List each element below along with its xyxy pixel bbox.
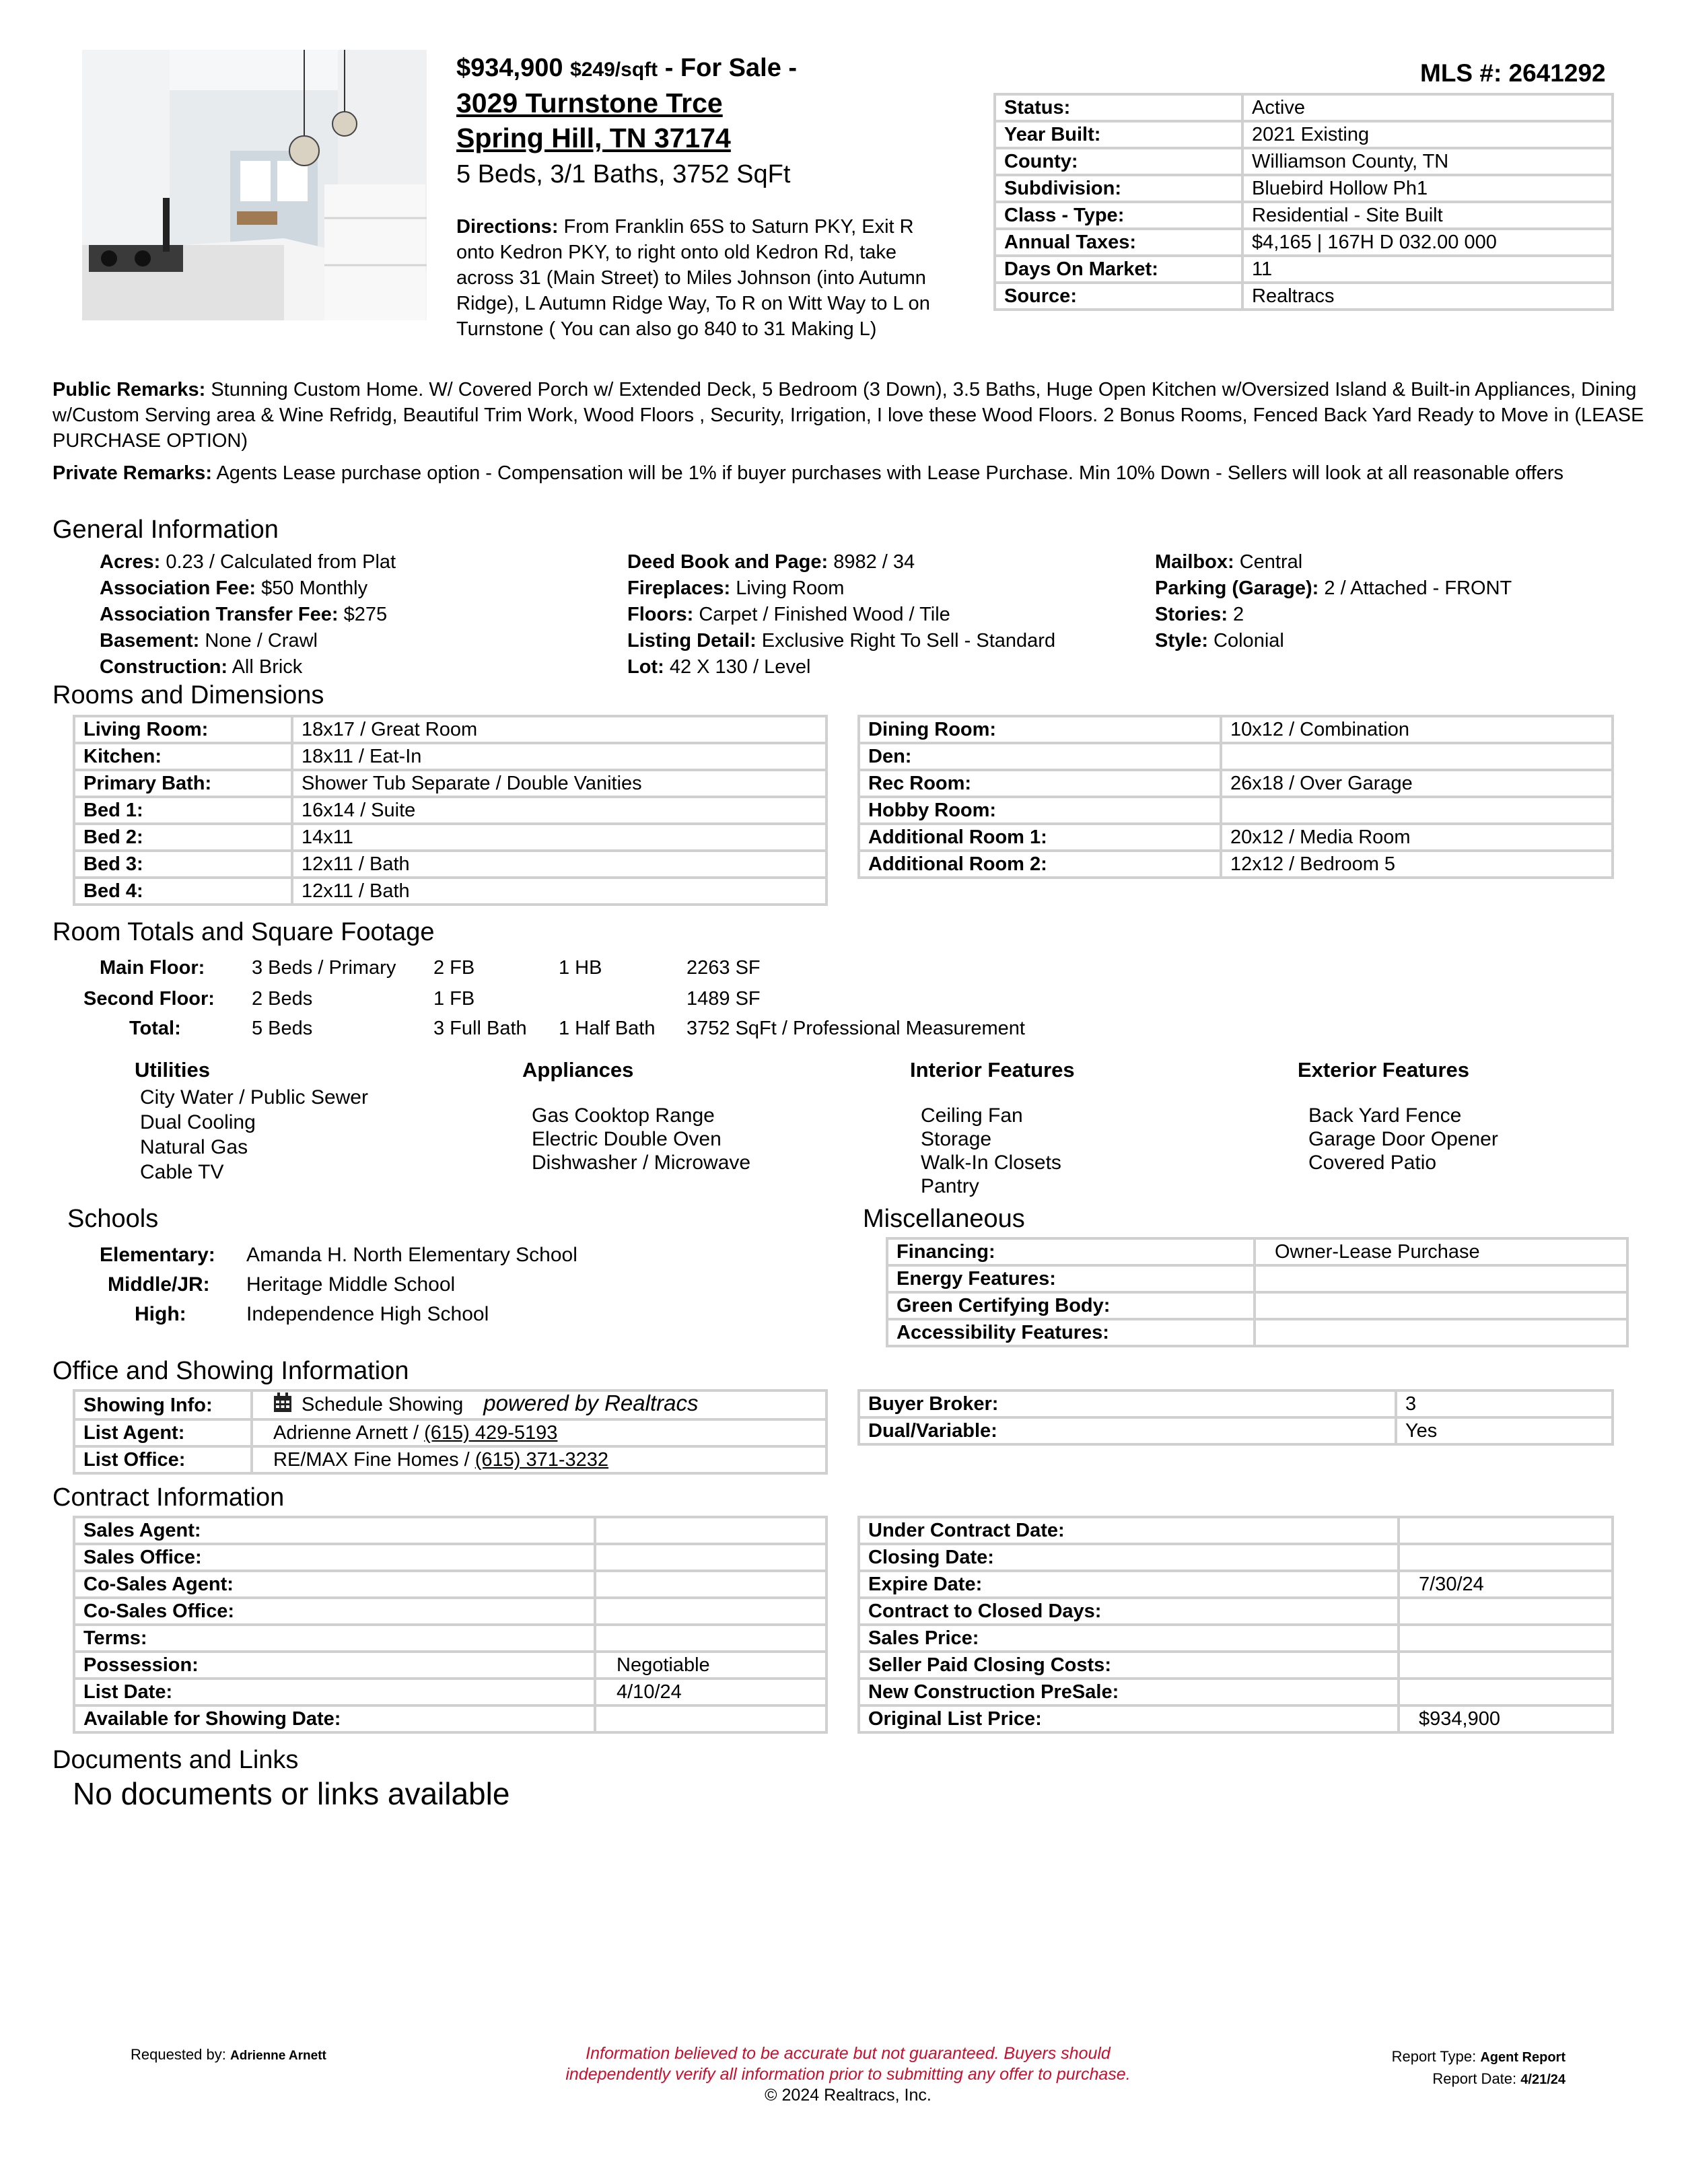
listing-photo — [82, 50, 427, 320]
table-row: Buyer Broker: 3 — [859, 1390, 1613, 1417]
table-row: Available for Showing Date: — [74, 1705, 827, 1732]
table-row: Co-Sales Office: — [74, 1598, 827, 1625]
table-row: New Construction PreSale: — [859, 1679, 1613, 1705]
high-label: High: — [135, 1303, 186, 1325]
elementary-school: Amanda H. North Elementary School — [246, 1244, 577, 1266]
table-row: Under Contract Date: — [859, 1517, 1613, 1544]
summary-value: 11 — [1242, 256, 1613, 283]
disclaimer-line1: Information believed to be accurate but not guaranteed. Buyers should — [586, 2044, 1111, 2063]
list-item: Gas Cooktop Range — [532, 1104, 715, 1127]
table-row: Sales Agent: — [74, 1517, 827, 1544]
general-col1 — [100, 549, 396, 680]
table-row — [995, 94, 1613, 121]
list-item: Back Yard Fence — [1308, 1104, 1462, 1127]
appliances-title: Appliances — [522, 1058, 634, 1082]
summary-value: Williamson County, TN — [1242, 148, 1613, 175]
section-title-office: Office and Showing Information — [52, 1357, 409, 1385]
exterior-list — [1308, 1104, 1498, 1174]
totals-sf: 1489 SF — [687, 988, 761, 1010]
table-row — [995, 148, 1613, 175]
summary-label: Year Built: — [995, 121, 1242, 148]
private-remarks-label: Private Remarks: — [52, 462, 212, 484]
list-item: Garage Door Opener — [1308, 1128, 1498, 1150]
general-item: Acres: 0.23 / Calculated from Plat — [100, 551, 396, 573]
list-item: Dishwasher / Microwave — [532, 1152, 751, 1174]
table-row: Seller Paid Closing Costs: — [859, 1652, 1613, 1679]
list-item: Walk-In Closets — [921, 1152, 1061, 1174]
section-title-rooms: Rooms and Dimensions — [52, 681, 324, 709]
report-date: Report Date: 4/21/24 — [1432, 2070, 1566, 2087]
directions-text: From Franklin 65S to Saturn PKY, Exit R onto Kedron PKY, to right onto old Kedron Rd, take across 31 (Main Street) to Miles Johnson (into Autumn Ridge), L Autumn Ridge Way, To R on Witt Way to L on Turnstone ( You can also go 840 to 31 Making L) — [456, 216, 930, 340]
showing-info-label: Showing Info: — [74, 1390, 252, 1419]
list-item: Ceiling Fan — [921, 1104, 1023, 1127]
mls-number: MLS #: 2641292 — [1420, 59, 1606, 87]
list-agent-name: Adrienne Arnett / — [273, 1422, 419, 1444]
disclaimer-line2: independently verify all information prior to submitting any offer to purchase. — [565, 2065, 1131, 2084]
general-item: Listing Detail: Exclusive Right To Sell - Standard — [627, 630, 1056, 651]
no-documents-text: No documents or links available — [73, 1776, 510, 1811]
list-item: City Water / Public Sewer — [140, 1086, 368, 1108]
table-row: Expire Date: 7/30/24 — [859, 1571, 1613, 1598]
public-remarks-label: Public Remarks: — [52, 379, 206, 400]
private-remarks — [52, 460, 1654, 486]
table-row: Dual/Variable: Yes — [859, 1417, 1613, 1444]
table-row: Bed 3: 12x11 / Bath — [74, 851, 827, 878]
interior-list — [921, 1104, 1061, 1198]
section-title-totals: Room Totals and Square Footage — [52, 918, 435, 946]
elementary-label: Elementary: — [100, 1244, 215, 1266]
requested-by-name: Adrienne Arnett — [230, 2049, 326, 2063]
list-office-phone-link[interactable]: (615) 371-3232 — [474, 1449, 609, 1471]
table-row: Bed 2: 14x11 — [74, 824, 827, 851]
contract-left-table — [73, 1516, 828, 1734]
totals-sf: 3752 SqFt / Professional Measurement — [687, 1018, 1025, 1039]
totals-hb: 1 Half Bath — [559, 1018, 656, 1039]
table-row: Sales Office: — [74, 1544, 827, 1571]
table-row: Closing Date: — [859, 1544, 1613, 1571]
summary-value: Realtracs — [1242, 283, 1613, 310]
section-title-general: General Information — [52, 516, 279, 544]
directions — [456, 214, 954, 342]
table-row — [74, 1446, 827, 1473]
list-agent — [252, 1419, 827, 1446]
requested-by-label: Requested by: — [131, 2046, 226, 2063]
general-item: Fireplaces: Living Room — [627, 577, 845, 599]
summary-table — [993, 93, 1614, 311]
address-line2[interactable]: Spring Hill, TN 37174 — [456, 122, 731, 153]
price-line — [456, 54, 797, 83]
general-col3 — [1155, 549, 1512, 654]
listing-status-text: - For Sale - — [664, 54, 798, 82]
price-per-sqft: $249/sqft — [570, 59, 658, 81]
table-row: Additional Room 1: 20x12 / Media Room — [859, 824, 1613, 851]
middle-label: Middle/JR: — [108, 1273, 210, 1296]
totals-fb: 1 FB — [433, 988, 475, 1010]
utilities-title: Utilities — [135, 1058, 210, 1082]
table-row: Contract to Closed Days: — [859, 1598, 1613, 1625]
rooms-right-table — [857, 715, 1614, 879]
list-office-name: RE/MAX Fine Homes / — [273, 1449, 470, 1471]
middle-school: Heritage Middle School — [246, 1273, 456, 1296]
list-agent-phone-link[interactable]: (615) 429-5193 — [424, 1422, 558, 1444]
general-col2 — [627, 549, 1055, 680]
table-row: Energy Features: — [887, 1265, 1627, 1292]
general-item: Parking (Garage): 2 / Attached - FRONT — [1155, 577, 1512, 599]
property-specs: 5 Beds, 3/1 Baths, 3752 SqFt — [456, 160, 791, 188]
table-row: Co-Sales Agent: — [74, 1571, 827, 1598]
section-title-schools: Schools — [67, 1205, 159, 1233]
summary-label: Source: — [995, 283, 1242, 310]
totals-beds: 2 Beds — [252, 988, 313, 1010]
general-item: Association Transfer Fee: $275 — [100, 604, 388, 625]
table-row: Accessibility Features: — [887, 1319, 1627, 1346]
summary-value: Residential - Site Built — [1242, 202, 1613, 229]
general-item: Mailbox: Central — [1155, 551, 1303, 573]
list-item: Pantry — [921, 1175, 979, 1197]
address-line1[interactable]: 3029 Turnstone Trce — [456, 87, 723, 118]
list-office — [252, 1446, 827, 1473]
list-agent-label: List Agent: — [74, 1419, 252, 1446]
summary-label: County: — [995, 148, 1242, 175]
totals-label: Total: — [129, 1018, 181, 1039]
totals-beds: 5 Beds — [252, 1018, 313, 1039]
totals-fb: 2 FB — [433, 957, 475, 979]
report-type: Report Type: Agent Report — [1391, 2048, 1566, 2065]
totals-fb: 3 Full Bath — [433, 1018, 527, 1039]
table-row: Bed 1: 16x14 / Suite — [74, 797, 827, 824]
appliances-list — [532, 1104, 750, 1174]
table-row: Additional Room 2: 12x12 / Bedroom 5 — [859, 851, 1613, 878]
table-row: Hobby Room: — [859, 797, 1613, 824]
table-row: Sales Price: — [859, 1625, 1613, 1652]
table-row — [995, 283, 1613, 310]
table-row: List Date: 4/10/24 — [74, 1679, 827, 1705]
table-row — [995, 121, 1613, 148]
table-row — [74, 1390, 827, 1419]
section-title-documents: Documents and Links — [52, 1746, 299, 1774]
table-row — [995, 175, 1613, 202]
table-row — [995, 256, 1613, 283]
table-row: Den: — [859, 743, 1613, 770]
utilities-list — [140, 1085, 368, 1185]
table-row: Financing: Owner-Lease Purchase — [887, 1238, 1627, 1265]
summary-value: 2021 Existing — [1242, 121, 1613, 148]
table-row — [74, 1419, 827, 1446]
exterior-title: Exterior Features — [1298, 1058, 1469, 1082]
summary-label: Annual Taxes: — [995, 229, 1242, 256]
schedule-showing-link[interactable]: Schedule Showing — [302, 1394, 464, 1415]
general-item: Construction: All Brick — [100, 656, 303, 678]
summary-value: Bluebird Hollow Ph1 — [1242, 175, 1613, 202]
office-table — [73, 1389, 828, 1475]
price: $934,900 — [456, 54, 563, 82]
section-title-misc: Miscellaneous — [863, 1205, 1025, 1233]
general-item: Lot: 42 X 130 / Level — [627, 656, 811, 678]
table-row: Terms: — [74, 1625, 827, 1652]
general-item: Association Fee: $50 Monthly — [100, 577, 368, 599]
disclaimer — [471, 2043, 1225, 2106]
contract-right-table — [857, 1516, 1614, 1734]
totals-sf: 2263 SF — [687, 957, 761, 979]
powered-by-text: powered by Realtracs — [483, 1390, 699, 1415]
summary-label: Subdivision: — [995, 175, 1242, 202]
copyright: © 2024 Realtracs, Inc. — [765, 2086, 931, 2105]
totals-beds: 3 Beds / Primary — [252, 957, 396, 979]
totals-label: Main Floor: — [100, 957, 205, 979]
general-item: Style: Colonial — [1155, 630, 1284, 651]
section-title-contract: Contract Information — [52, 1483, 285, 1512]
table-row — [995, 229, 1613, 256]
general-item: Basement: None / Crawl — [100, 630, 318, 651]
list-item: Storage — [921, 1128, 992, 1150]
report-info — [1392, 2046, 1566, 2090]
list-item: Cable TV — [140, 1161, 224, 1183]
summary-label: Status: — [995, 94, 1242, 121]
summary-label: Days On Market: — [995, 256, 1242, 283]
list-item: Natural Gas — [140, 1136, 248, 1158]
general-item: Deed Book and Page: 8982 / 34 — [627, 551, 915, 573]
high-school: Independence High School — [246, 1303, 489, 1325]
list-item: Dual Cooling — [140, 1111, 256, 1133]
table-row: Living Room: 18x17 / Great Room — [74, 716, 827, 743]
summary-value: Active — [1242, 94, 1613, 121]
table-row: Original List Price: $934,900 — [859, 1705, 1613, 1732]
table-row: Rec Room: 26x18 / Over Garage — [859, 770, 1613, 797]
general-item: Stories: 2 — [1155, 604, 1244, 625]
table-row: Dining Room: 10x12 / Combination — [859, 716, 1613, 743]
list-item: Electric Double Oven — [532, 1128, 722, 1150]
totals-label: Second Floor: — [83, 988, 215, 1010]
directions-label: Directions: — [456, 216, 559, 238]
summary-value: $4,165 | 167H D 032.00 000 — [1242, 229, 1613, 256]
table-row: Kitchen: 18x11 / Eat-In — [74, 743, 827, 770]
public-remarks — [52, 377, 1654, 454]
showing-info — [252, 1390, 827, 1419]
calendar-icon[interactable] — [273, 1393, 292, 1418]
table-row: Bed 4: 12x11 / Bath — [74, 878, 827, 905]
requested-by — [131, 2046, 326, 2064]
interior-title: Interior Features — [910, 1058, 1075, 1082]
table-row: Possession: Negotiable — [74, 1652, 827, 1679]
list-office-label: List Office: — [74, 1446, 252, 1473]
table-row: Green Certifying Body: — [887, 1292, 1627, 1319]
table-row — [995, 202, 1613, 229]
private-remarks-text: Agents Lease purchase option - Compensation will be 1% if buyer purchases with Lease Purchase. Min 10% Down - Sellers will look at all reasonable offers — [216, 462, 1563, 484]
summary-label: Class - Type: — [995, 202, 1242, 229]
rooms-left-table — [73, 715, 828, 906]
table-row: Primary Bath: Shower Tub Separate / Double Vanities — [74, 770, 827, 797]
misc-table — [886, 1237, 1629, 1347]
broker-table — [857, 1389, 1614, 1446]
public-remarks-text: Stunning Custom Home. W/ Covered Porch w/ Extended Deck, 5 Bedroom (3 Down), 3.5 Baths, Huge Open Kitchen w/Oversized Island & Built-in Appliances, Dining w/Custom Serving area & Wine Refridg, Beautiful Trim Work, Wood Floors , Security, Irrigation, I love these Wood Floors. 2 Bonus Rooms, Fenced Back Yard Ready to Move in (LEASE PURCHASE OPTION) — [52, 379, 1644, 452]
list-item: Covered Patio — [1308, 1152, 1437, 1174]
general-item: Floors: Carpet / Finished Wood / Tile — [627, 604, 950, 625]
totals-hb: 1 HB — [559, 957, 602, 979]
